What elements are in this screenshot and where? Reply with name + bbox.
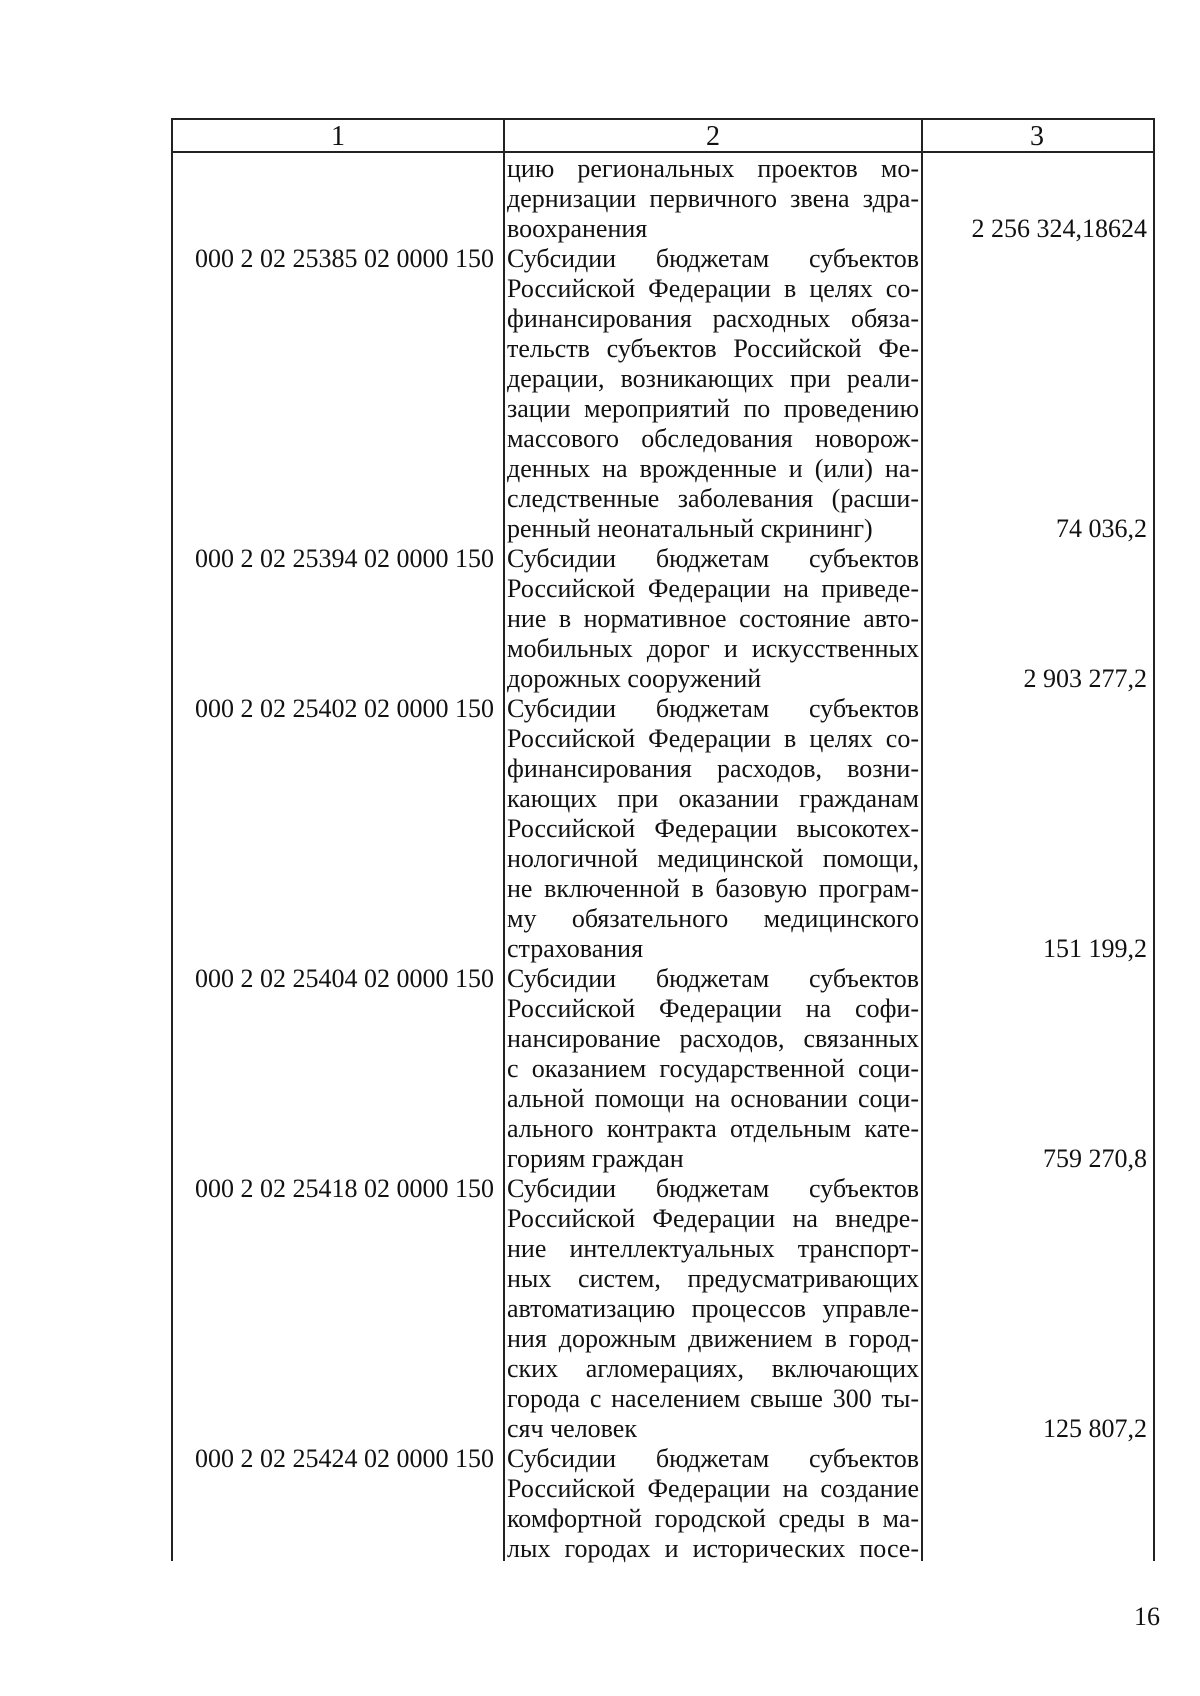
header-col-3: 3 xyxy=(1030,121,1044,152)
column-divider-1 xyxy=(503,118,505,1561)
description-line: воохранения xyxy=(507,214,648,243)
row-description xyxy=(507,244,919,544)
row-code: 000 2 02 25418 02 0000 150 xyxy=(195,1174,494,1203)
row-description xyxy=(507,964,919,1174)
description-line: финансирования расходных обяза- xyxy=(507,304,919,333)
row-amount: 759 270,8 xyxy=(1043,1144,1147,1173)
description-line: финансирования расходов, возни- xyxy=(507,754,919,783)
description-line: Субсидии бюджетам субъектов xyxy=(507,1174,919,1203)
row-description xyxy=(507,1444,919,1564)
row-code: 000 2 02 25424 02 0000 150 xyxy=(195,1444,494,1473)
description-line: нологичной медицинской помощи, xyxy=(507,844,919,873)
description-line: ских агломерациях, включающих xyxy=(507,1354,919,1383)
description-line: цию региональных проектов мо- xyxy=(507,154,919,183)
description-line: альной помощи на основании соци- xyxy=(507,1084,919,1113)
description-line: ние в нормативное состояние авто- xyxy=(507,604,919,633)
description-line: Российской Федерации на создание xyxy=(507,1474,919,1503)
description-line: мобильных дорог и искусственных xyxy=(507,634,919,663)
description-line: Субсидии бюджетам субъектов xyxy=(507,244,919,273)
description-line: гориям граждан xyxy=(507,1144,684,1173)
description-line: Российской Федерации высокотех- xyxy=(507,814,919,843)
description-line: комфортной городской среды в ма- xyxy=(507,1504,919,1533)
description-line: ния дорожным движением в город- xyxy=(507,1324,919,1353)
description-line: Субсидии бюджетам субъектов xyxy=(507,1444,919,1473)
description-line: Субсидии бюджетам субъектов xyxy=(507,964,919,993)
description-line: следственные заболевания (расши- xyxy=(507,484,919,513)
description-line: денных на врожденные и (или) на- xyxy=(507,454,919,483)
description-line: страхования xyxy=(507,934,644,963)
description-line: дорожных сооружений xyxy=(507,664,762,693)
description-line: нансирование расходов, связанных xyxy=(507,1024,919,1053)
description-line: му обязательного медицинского xyxy=(507,904,919,933)
description-line: ных систем, предусматривающих xyxy=(507,1264,919,1293)
header-col-1: 1 xyxy=(331,121,345,152)
description-line: сяч человек xyxy=(507,1414,637,1443)
description-line: кающих при оказании гражданам xyxy=(507,784,919,813)
column-divider-2 xyxy=(921,118,923,1561)
description-line: с оказанием государственной соци- xyxy=(507,1054,919,1083)
description-line: зации мероприятий по проведению xyxy=(507,394,919,423)
row-amount: 125 807,2 xyxy=(1043,1414,1147,1443)
row-amount: 74 036,2 xyxy=(1056,514,1147,543)
continuation-amount: 2 256 324,18624 xyxy=(971,214,1147,243)
row-description xyxy=(507,1174,919,1444)
row-code: 000 2 02 25402 02 0000 150 xyxy=(195,694,494,723)
row-amount: 2 903 277,2 xyxy=(1023,664,1147,693)
description-line: Российской Федерации в целях со- xyxy=(507,724,919,753)
row-amount: 151 199,2 xyxy=(1043,934,1147,963)
description-line: Субсидии бюджетам субъектов xyxy=(507,694,919,723)
description-line: Российской Федерации на софи- xyxy=(507,994,919,1023)
row-code: 000 2 02 25394 02 0000 150 xyxy=(195,544,494,573)
description-line: Российской Федерации в целях со- xyxy=(507,274,919,303)
row-code: 000 2 02 25385 02 0000 150 xyxy=(195,244,494,273)
row-code: 000 2 02 25404 02 0000 150 xyxy=(195,964,494,993)
continuation-description xyxy=(507,154,919,244)
description-line: дерации, возникающих при реали- xyxy=(507,364,919,393)
description-line: не включенной в базовую програм- xyxy=(507,874,919,903)
description-line: Российской Федерации на приведе- xyxy=(507,574,919,603)
description-line: Российской Федерации на внедре- xyxy=(507,1204,919,1233)
row-description xyxy=(507,694,919,964)
description-line: города с населением свыше 300 ты- xyxy=(507,1384,919,1413)
description-line: лых городах и исторических посе- xyxy=(507,1534,919,1563)
page-number: 16 xyxy=(1134,1602,1160,1631)
description-line: дернизации первичного звена здра- xyxy=(507,184,919,213)
row-description xyxy=(507,544,919,694)
description-line: ального контракта отдельным кате- xyxy=(507,1114,919,1143)
description-line: ренный неонатальный скрининг) xyxy=(507,514,873,543)
description-line: массового обследования новорож- xyxy=(507,424,919,453)
description-line: Субсидии бюджетам субъектов xyxy=(507,544,919,573)
description-line: автоматизацию процессов управле- xyxy=(507,1294,919,1323)
description-line: ние интеллектуальных транспорт- xyxy=(507,1234,919,1263)
description-line: тельств субъектов Российской Фе- xyxy=(507,334,919,363)
header-col-2: 2 xyxy=(706,121,720,152)
